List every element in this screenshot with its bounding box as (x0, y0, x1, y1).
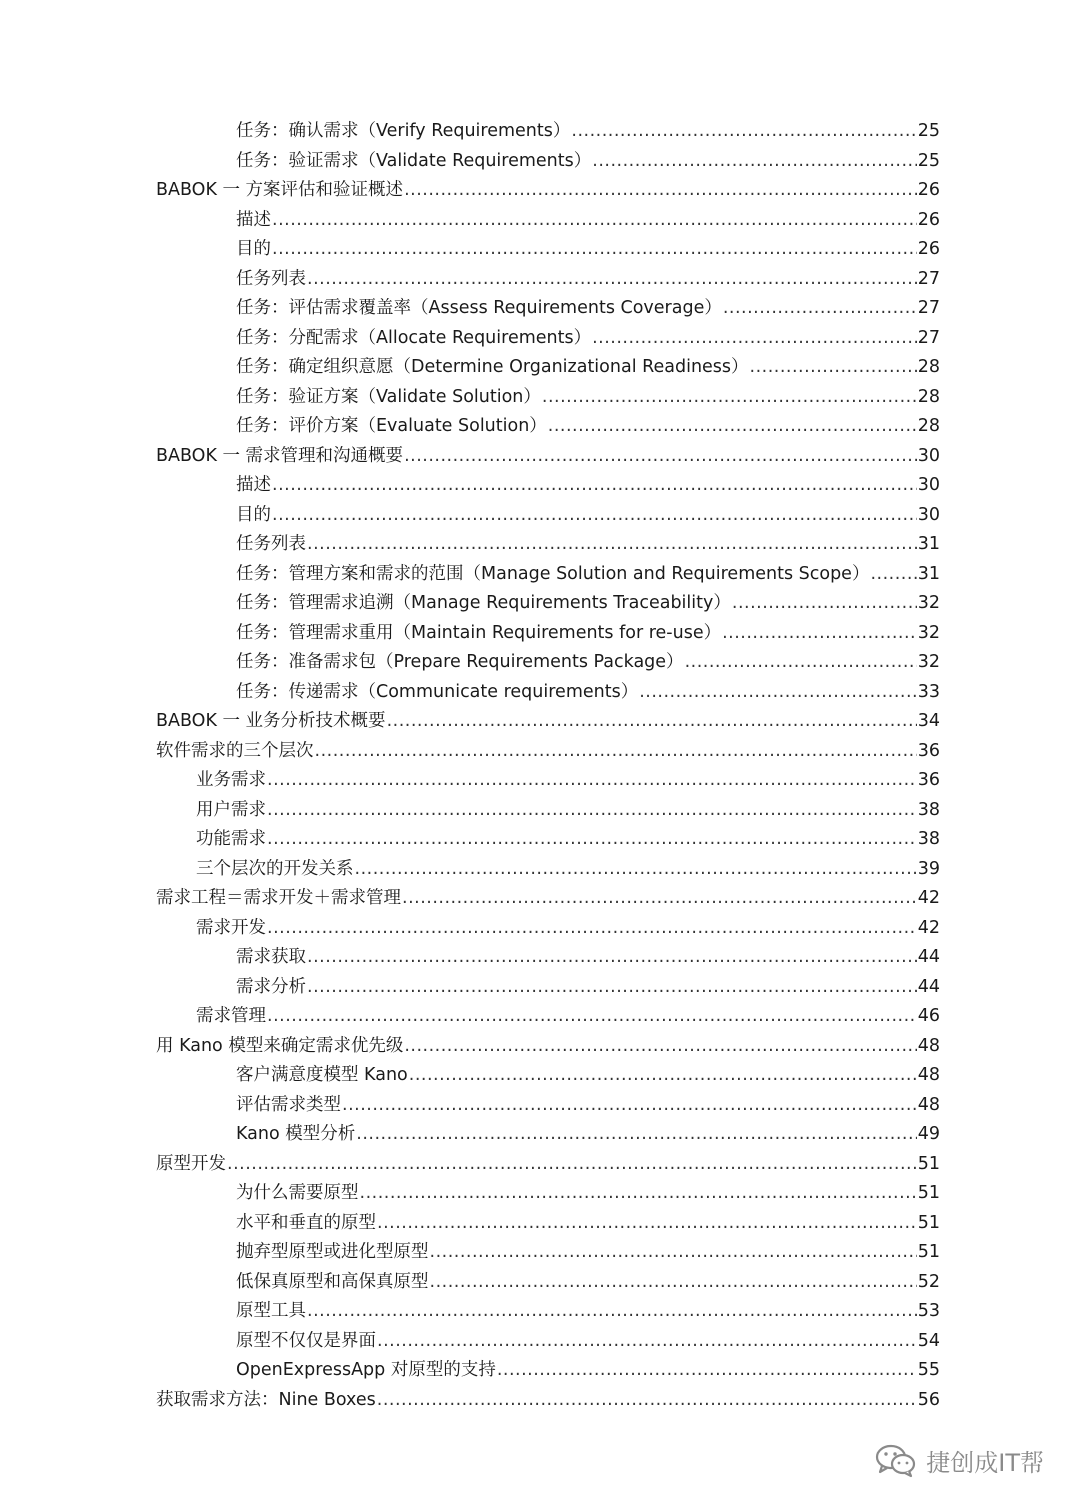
toc-entry-title: BABOK 一 方案评估和验证概述 (156, 180, 404, 200)
toc-entry-title: 三个层次的开发关系 (196, 858, 354, 879)
toc-entry-title: 目的 (236, 504, 271, 525)
toc-dot-leader (404, 176, 917, 206)
toc-entry (0, 973, 1080, 1003)
toc-dot-leader (272, 501, 917, 531)
toc-entry-page: 51 (917, 1153, 940, 1174)
toc-entry-line (236, 1268, 940, 1298)
toc-entry-page: 39 (917, 858, 940, 879)
toc-entry-title: 评估需求类型 (236, 1094, 341, 1115)
toc-entry-page: 30 (917, 504, 940, 525)
table-of-contents (0, 117, 1080, 1415)
toc-entry-page: 27 (917, 327, 940, 348)
toc-entry-line (236, 471, 940, 501)
toc-entry-title: 原型开发 (156, 1153, 226, 1174)
toc-entry-page: 26 (917, 239, 940, 259)
toc-entry-line (156, 884, 940, 914)
toc-entry (0, 383, 1080, 413)
toc-entry-title: 业务需求 (196, 770, 266, 790)
toc-entry-line (236, 294, 940, 324)
toc-dot-leader (267, 766, 917, 796)
toc-dot-leader (571, 117, 916, 147)
toc-entry-page: 42 (917, 917, 940, 938)
toc-entry-line (236, 678, 940, 708)
toc-entry-line (236, 235, 940, 265)
toc-entry-page: 27 (917, 298, 940, 318)
toc-entry-page: 36 (917, 770, 940, 790)
toc-entry-page: 56 (917, 1389, 940, 1410)
toc-dot-leader (267, 914, 917, 944)
toc-entry (0, 324, 1080, 354)
toc-entry (0, 176, 1080, 206)
toc-entry-title: 水平和垂直的原型 (236, 1212, 376, 1233)
toc-entry-title: 描述 (236, 475, 271, 495)
toc-entry (0, 796, 1080, 826)
toc-entry-page: 42 (917, 888, 940, 908)
toc-dot-leader (750, 353, 917, 383)
toc-entry-title: 低保真原型和高保真原型 (236, 1271, 429, 1292)
toc-entry (0, 884, 1080, 914)
toc-entry (0, 1002, 1080, 1032)
toc-entry-title: 软件需求的三个层次 (156, 740, 314, 761)
toc-entry-title: 为什么需要原型 (236, 1183, 359, 1203)
toc-entry-title: 获取需求方法：Nine Boxes (156, 1389, 376, 1410)
toc-entry-line (196, 766, 940, 796)
toc-entry (0, 1061, 1080, 1091)
toc-entry-page: 30 (917, 475, 940, 495)
toc-entry-page: 48 (917, 1035, 940, 1056)
toc-entry-title: 任务：确定组织意愿（Determine Organizational Readiness） (236, 357, 749, 377)
toc-dot-leader (430, 1268, 917, 1298)
toc-entry-page: 44 (917, 947, 940, 967)
toc-dot-leader (542, 383, 917, 413)
toc-entry-title: 任务：验证需求（Validate Requirements） (236, 150, 592, 171)
toc-entry (0, 294, 1080, 324)
toc-dot-leader (404, 442, 917, 472)
toc-entry-line (236, 1120, 940, 1150)
toc-dot-leader (307, 973, 917, 1003)
toc-entry-page: 53 (917, 1301, 940, 1321)
toc-entry-line (236, 1061, 940, 1091)
toc-entry-line (156, 1032, 940, 1062)
toc-entry-line (236, 147, 940, 177)
toc-entry-line (196, 825, 940, 855)
toc-entry-line (236, 117, 940, 147)
toc-entry-line (156, 737, 940, 767)
toc-dot-leader (732, 589, 917, 619)
toc-entry-title: 任务列表 (236, 534, 306, 554)
toc-entry (0, 1091, 1080, 1121)
toc-entry-page: 34 (917, 711, 940, 731)
toc-entry-page: 32 (917, 652, 940, 672)
toc-entry (0, 1356, 1080, 1386)
toc-entry (0, 1268, 1080, 1298)
toc-dot-leader (315, 737, 917, 767)
toc-entry-page: 33 (917, 681, 940, 702)
toc-entry (0, 1209, 1080, 1239)
toc-dot-leader (342, 1091, 917, 1121)
toc-entry-title: 任务：管理需求重用（Maintain Requirements for re-use） (236, 622, 722, 643)
toc-dot-leader (430, 1238, 917, 1268)
toc-entry-line (196, 855, 940, 885)
toc-entry (0, 855, 1080, 885)
toc-dot-leader (592, 147, 916, 177)
toc-entry-line (236, 1091, 940, 1121)
toc-dot-leader (592, 324, 917, 354)
toc-entry-line (236, 412, 940, 442)
toc-entry-line (236, 589, 940, 619)
toc-entry-page: 27 (917, 268, 940, 289)
toc-entry (0, 235, 1080, 265)
toc-entry-title: 用 Kano 模型来确定需求优先级 (156, 1035, 404, 1056)
toc-entry-line (236, 560, 940, 590)
toc-entry-line (236, 324, 940, 354)
toc-entry-line (236, 1297, 940, 1327)
toc-dot-leader (639, 678, 917, 708)
toc-entry (0, 766, 1080, 796)
toc-dot-leader (307, 265, 917, 295)
toc-entry-page: 46 (917, 1006, 940, 1026)
toc-entry-page: 38 (917, 799, 940, 820)
toc-entry (0, 1238, 1080, 1268)
toc-entry (0, 265, 1080, 295)
toc-entry-title: 用户需求 (196, 799, 266, 820)
toc-entry-line (156, 1386, 940, 1416)
toc-entry (0, 206, 1080, 236)
toc-entry-page: 26 (917, 209, 940, 230)
toc-entry-title: 任务列表 (236, 268, 306, 289)
toc-dot-leader (402, 884, 917, 914)
toc-entry (0, 619, 1080, 649)
toc-entry-line (236, 501, 940, 531)
toc-entry-page: 54 (917, 1330, 940, 1351)
toc-entry-line (236, 943, 940, 973)
toc-entry-page: 26 (917, 180, 940, 200)
toc-dot-leader (685, 648, 917, 678)
toc-entry-title: 任务：评价方案（Evaluate Solution） (236, 416, 547, 436)
toc-entry (0, 1120, 1080, 1150)
toc-dot-leader (267, 796, 917, 826)
toc-entry-title: 任务：分配需求（Allocate Requirements） (236, 327, 592, 348)
toc-entry-title: BABOK 一 需求管理和沟通概要 (156, 445, 404, 466)
toc-entry-title: 任务：确认需求（Verify Requirements） (236, 121, 571, 141)
toc-entry-line (236, 1209, 940, 1239)
toc-entry-page: 38 (917, 829, 940, 849)
toc-entry-line (156, 176, 940, 206)
toc-entry-page: 28 (917, 386, 940, 407)
toc-entry (0, 353, 1080, 383)
toc-dot-leader (307, 943, 917, 973)
toc-dot-leader (387, 707, 917, 737)
toc-entry-title: 功能需求 (196, 829, 266, 849)
toc-entry-page: 28 (917, 416, 940, 436)
toc-entry-page: 48 (917, 1065, 940, 1085)
toc-entry-title: OpenExpressApp 对原型的支持 (236, 1360, 496, 1380)
toc-entry (0, 560, 1080, 590)
toc-entry-line (236, 648, 940, 678)
toc-entry-title: 需求开发 (196, 917, 266, 938)
toc-entry-page: 31 (917, 563, 940, 584)
toc-entry-line (236, 206, 940, 236)
toc-entry-title: 需求工程＝需求开发＋需求管理 (156, 888, 401, 908)
watermark-text: 捷创成IT帮 (926, 1448, 1044, 1477)
toc-entry-title: 需求获取 (236, 947, 306, 967)
toc-entry (0, 442, 1080, 472)
toc-entry-title: 原型工具 (236, 1301, 306, 1321)
toc-entry-title: 抛弃型原型或进化型原型 (236, 1242, 429, 1262)
toc-entry-line (156, 707, 940, 737)
toc-dot-leader (409, 1061, 917, 1091)
toc-entry-page: 25 (917, 121, 940, 141)
toc-entry-title: 任务：准备需求包（Prepare Requirements Package） (236, 652, 684, 672)
toc-entry-page: 31 (917, 534, 940, 554)
toc-entry-page: 51 (917, 1183, 940, 1203)
toc-entry-page: 51 (917, 1242, 940, 1262)
toc-dot-leader (497, 1356, 917, 1386)
toc-entry-title: 需求分析 (236, 976, 306, 997)
toc-dot-leader (870, 560, 916, 590)
toc-dot-leader (307, 530, 917, 560)
toc-dot-leader (356, 1120, 916, 1150)
toc-dot-leader (548, 412, 917, 442)
toc-entry-page: 51 (917, 1212, 940, 1233)
toc-dot-leader (377, 1327, 917, 1357)
toc-entry-page: 49 (917, 1124, 940, 1144)
toc-entry-page: 36 (917, 740, 940, 761)
toc-entry (0, 147, 1080, 177)
toc-entry-page: 25 (917, 150, 940, 171)
toc-entry-title: 任务：验证方案（Validate Solution） (236, 386, 541, 407)
toc-entry-line (236, 530, 940, 560)
toc-entry-line (236, 1238, 940, 1268)
toc-entry-title: 任务：传递需求（Communicate requirements） (236, 681, 639, 702)
toc-entry (0, 471, 1080, 501)
toc-dot-leader (722, 619, 917, 649)
toc-entry-line (236, 1327, 940, 1357)
toc-entry (0, 737, 1080, 767)
toc-entry-page: 44 (917, 976, 940, 997)
toc-entry-line (236, 619, 940, 649)
toc-entry-page: 55 (917, 1360, 940, 1380)
toc-entry-page: 48 (917, 1094, 940, 1115)
toc-entry-line (196, 1002, 940, 1032)
toc-entry (0, 678, 1080, 708)
toc-entry (0, 530, 1080, 560)
toc-entry (0, 1297, 1080, 1327)
toc-dot-leader (723, 294, 917, 324)
toc-entry (0, 1032, 1080, 1062)
toc-dot-leader (272, 235, 917, 265)
toc-entry-title: 任务：评估需求覆盖率（Assess Requirements Coverage） (236, 298, 722, 318)
toc-entry (0, 589, 1080, 619)
toc-entry-line (236, 973, 940, 1003)
toc-entry (0, 648, 1080, 678)
toc-entry-title: 客户满意度模型 Kano (236, 1065, 408, 1085)
toc-entry-title: 任务：管理方案和需求的范围（Manage Solution and Requirements Scope） (236, 563, 870, 584)
toc-dot-leader (267, 825, 917, 855)
toc-entry-page: 30 (917, 445, 940, 466)
wechat-icon (874, 1442, 918, 1478)
toc-entry-page: 52 (917, 1271, 940, 1292)
toc-dot-leader (377, 1386, 917, 1416)
toc-entry-title: 任务：管理需求追溯（Manage Requirements Traceability） (236, 593, 731, 613)
toc-entry-line (156, 442, 940, 472)
toc-entry (0, 1327, 1080, 1357)
toc-entry (0, 1179, 1080, 1209)
toc-entry-line (236, 1179, 940, 1209)
toc-entry-title: Kano 模型分析 (236, 1124, 356, 1144)
toc-entry-title: 描述 (236, 209, 271, 230)
toc-entry-line (236, 383, 940, 413)
toc-entry-page: 32 (917, 622, 940, 643)
toc-entry-page: 28 (917, 357, 940, 377)
toc-entry-title: 目的 (236, 239, 271, 259)
toc-entry-title: BABOK 一 业务分析技术概要 (156, 711, 386, 731)
toc-entry (0, 1150, 1080, 1180)
toc-entry-line (196, 796, 940, 826)
toc-entry-title: 原型不仅仅是界面 (236, 1330, 376, 1351)
toc-dot-leader (377, 1209, 917, 1239)
toc-dot-leader (307, 1297, 917, 1327)
toc-dot-leader (272, 471, 917, 501)
toc-entry-line (236, 265, 940, 295)
toc-entry-page: 32 (917, 593, 940, 613)
toc-entry-title: 需求管理 (196, 1006, 266, 1026)
toc-dot-leader (272, 206, 917, 236)
toc-dot-leader (404, 1032, 916, 1062)
toc-entry-line (236, 1356, 940, 1386)
toc-dot-leader (355, 855, 917, 885)
toc-entry (0, 825, 1080, 855)
watermark (874, 1442, 1044, 1478)
toc-dot-leader (360, 1179, 917, 1209)
toc-entry (0, 914, 1080, 944)
toc-entry (0, 707, 1080, 737)
toc-entry (0, 501, 1080, 531)
toc-entry-line (236, 353, 940, 383)
toc-dot-leader (267, 1002, 917, 1032)
toc-entry-line (156, 1150, 940, 1180)
toc-dot-leader (227, 1150, 917, 1180)
toc-entry (0, 943, 1080, 973)
toc-entry (0, 412, 1080, 442)
toc-entry (0, 1386, 1080, 1416)
toc-entry-line (196, 914, 940, 944)
toc-entry (0, 117, 1080, 147)
